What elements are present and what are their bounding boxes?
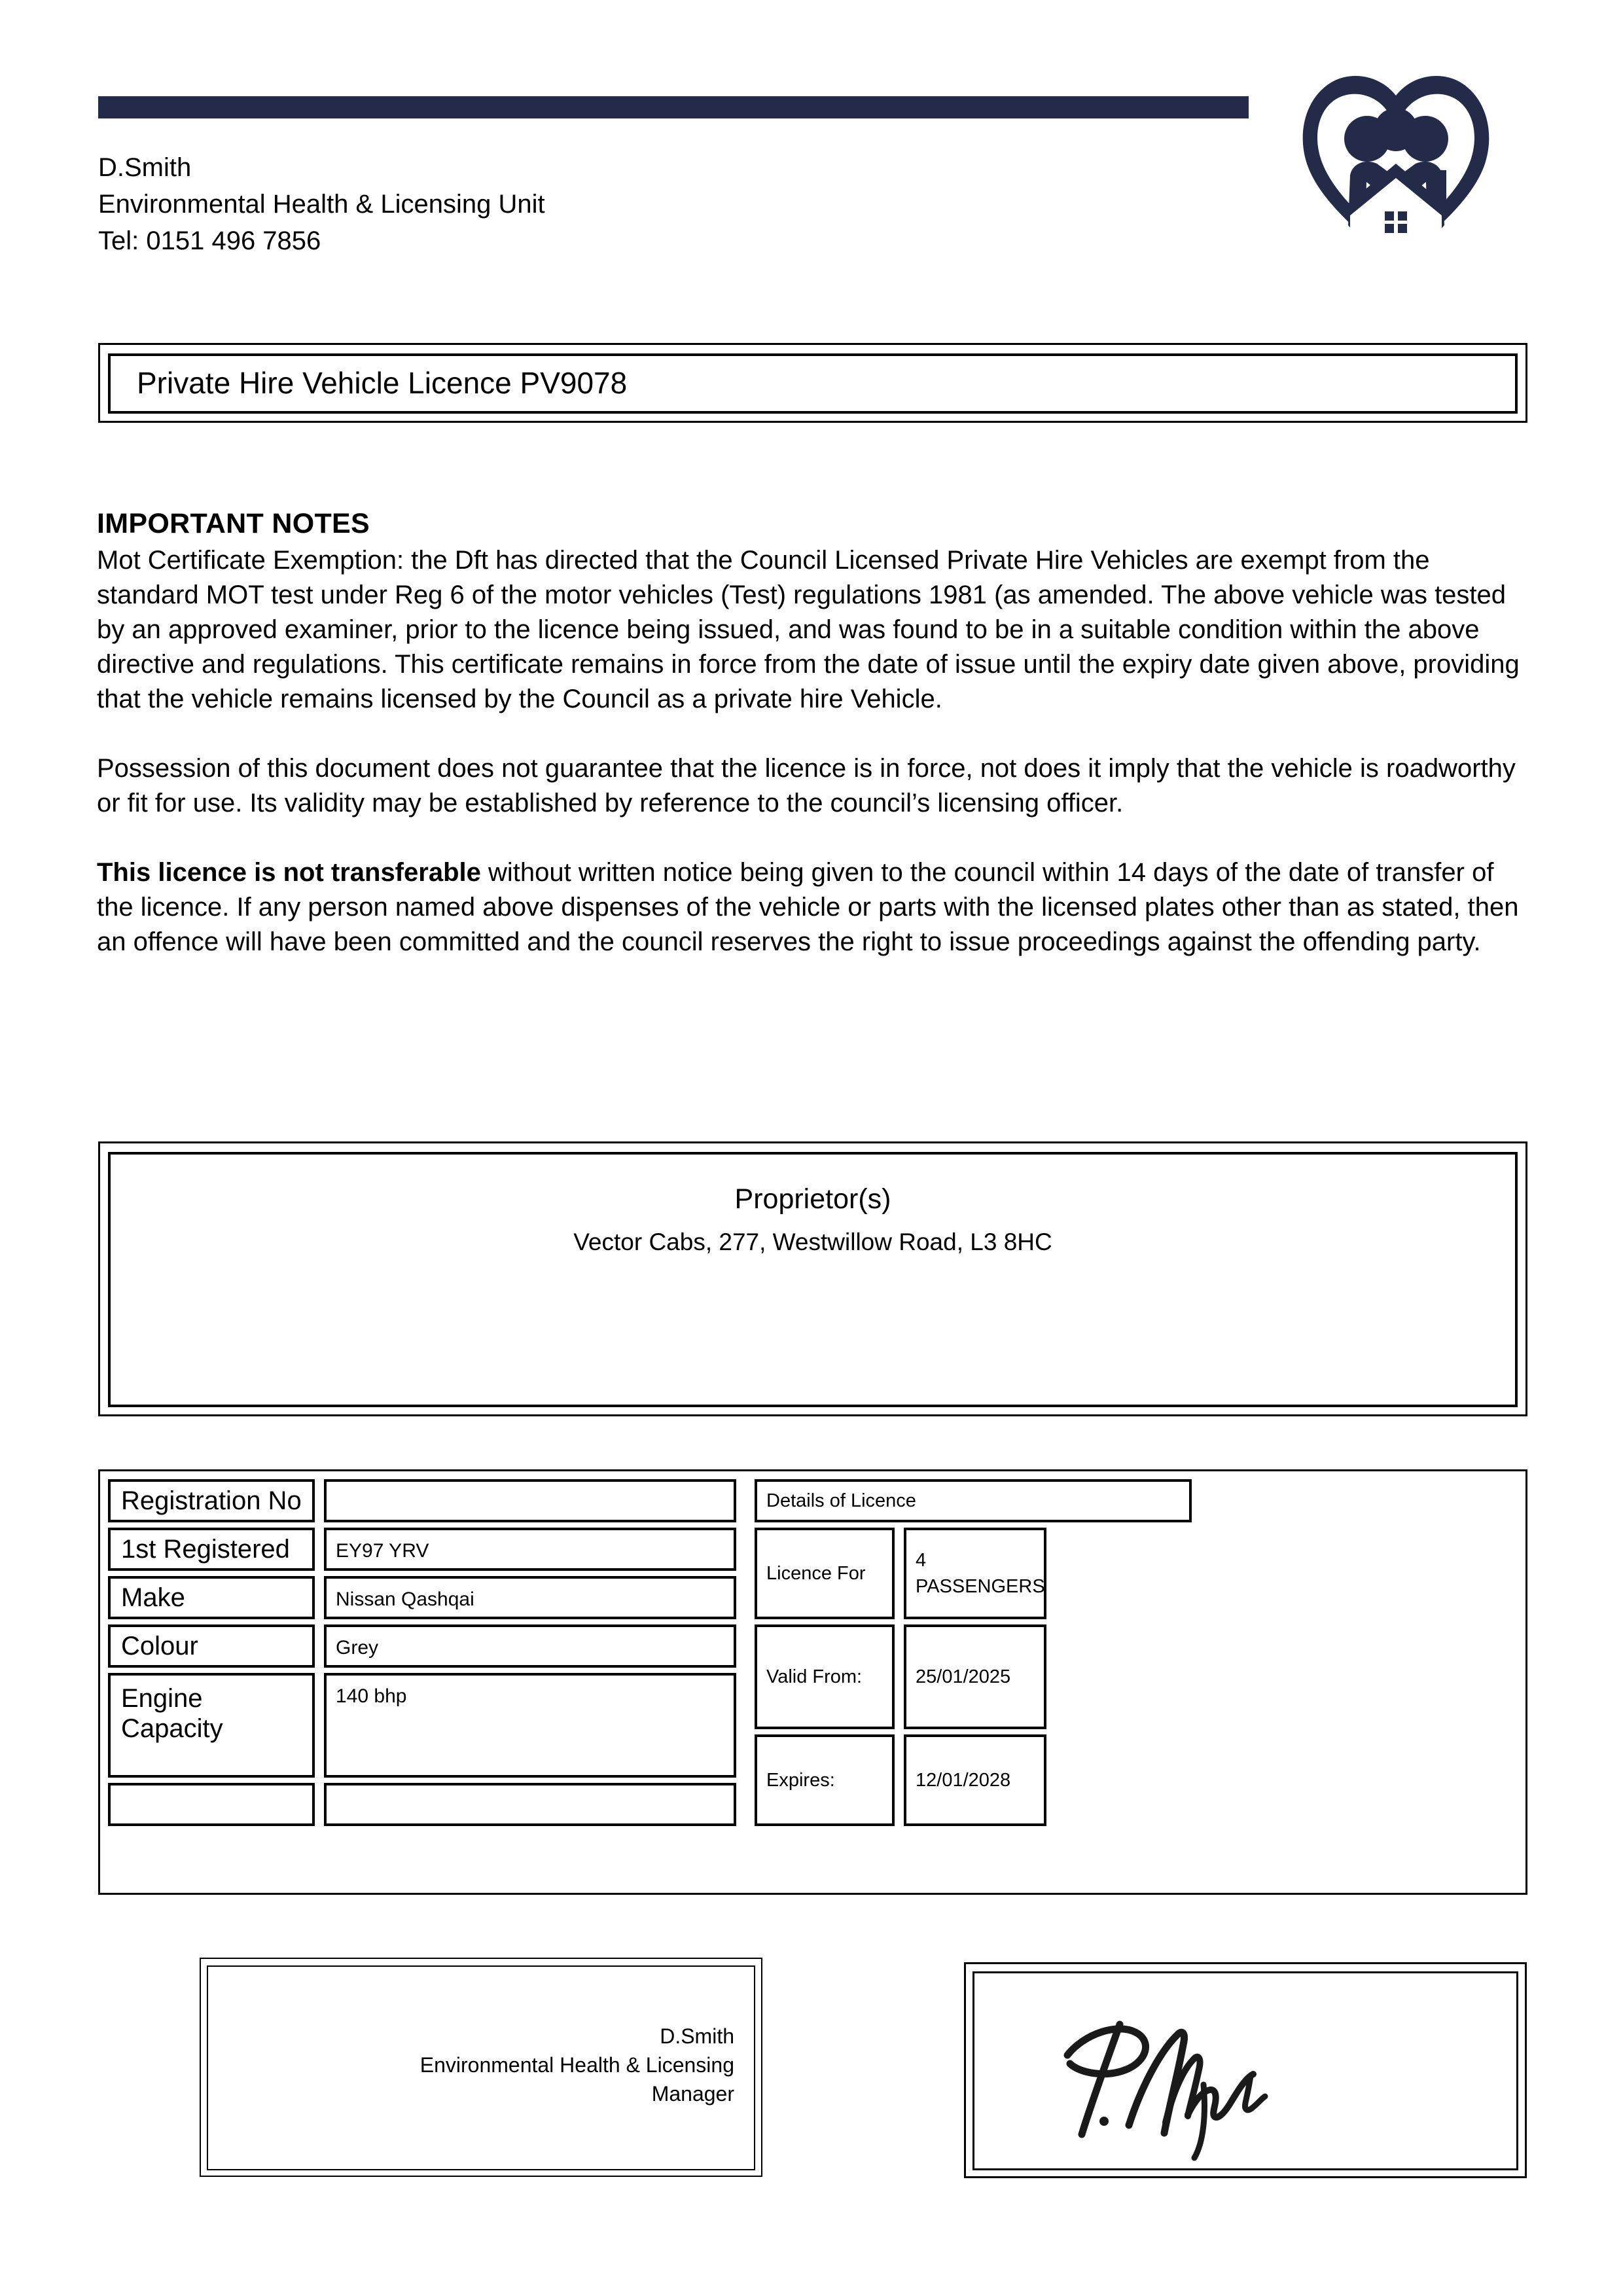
licence-details-header: Details of Licence [766,1490,916,1511]
value-make: Nissan Qashqai [336,1588,474,1610]
notes-paragraph-3 [97,855,1531,960]
notes-paragraph-3-rest: without written notice being given to the council within 14 days of the date of transfer of the licence. If any person named above dispenses of the vehicle or parts with the licensed plates other than as stated, then an offence will have been committed and the council reserves the right to issue proceedings against the offending party. [97,858,1519,956]
telephone: Tel: 0151 496 7856 [98,226,321,255]
notes-spacer-1 [97,717,1531,751]
vehicle-details-table [98,1469,1527,1895]
value-1st-registered: EY97 YRV [336,1540,429,1562]
label-registration-no: Registration No [121,1486,302,1515]
label-colour: Colour [121,1632,198,1660]
proprietor-box [98,1141,1527,1416]
signature-inner-border [972,1971,1518,2170]
signatory-name-inner-border [207,1965,755,2170]
signature-box [964,1962,1527,2178]
licence-label-cell-expires [755,1734,895,1826]
details-grid [108,1479,1518,1885]
licence-value-valid-from: 25/01/2025 [916,1666,1011,1687]
value-engine-capacity: 140 bhp [336,1685,407,1707]
label-cell-1st-registered [108,1528,315,1571]
signatory-name-box [200,1958,762,2177]
signatory-department: Environmental Health & Licensing [419,2053,734,2077]
label-make: Make [121,1583,185,1612]
licence-value-cell-expires [904,1734,1046,1826]
value-cell-registration-no [324,1479,736,1522]
licence-details-header-cell [755,1479,1192,1522]
header-rule-bar [98,96,1249,118]
notes-paragraph-1: Mot Certificate Exemption: the Dft has directed that the Council Licensed Private Hire Vehicles are exempt from the standard MOT test under Reg 6 of the motor vehicles (Test) regulations 1981 (as amended. The above vehicle was tested by an approved examiner, prior to the licence being issued, and was found to be in a suitable condition within the above directive and regulations. This certificate remains in force from the date of issue until the expiry date given above, providing that the vehicle remains licensed by the Council as a private hire Vehicle. [97,546,1520,713]
notes-spacer-2 [97,821,1531,855]
licence-label-valid-from: Valid From: [766,1666,863,1687]
label-1st-registered: 1st Registered [121,1535,290,1564]
value-cell-1st-registered [324,1528,736,1571]
licence-label-cell-licence-for [755,1528,895,1619]
licence-value-cell-licence-for [904,1528,1046,1619]
header-address-block [98,149,1080,259]
proprietor-heading: Proprietor(s) [734,1183,891,1215]
proprietor-details: Vector Cabs, 277, Westwillow Road, L3 8HC [573,1229,1052,1255]
value-cell-make [324,1576,736,1619]
value-cell-engine-capacity [324,1673,736,1778]
licence-value-licence-for: 4 PASSENGERS [916,1550,1045,1597]
notes-heading: IMPORTANT NOTES [97,508,370,539]
label-engine-capacity: Engine Capacity [121,1684,223,1743]
licence-label-cell-valid-from [755,1624,895,1729]
proprietor-inner-border [108,1152,1518,1407]
notes-paragraph-3-bold: This licence is not transferable [97,858,481,887]
licence-value-expires: 12/01/2028 [916,1770,1011,1791]
label-cell-make [108,1576,315,1619]
licence-label-expires: Expires: [766,1770,835,1791]
licence-title-inner-border [108,353,1518,414]
licence-title-box [98,343,1527,423]
officer-name: D.Smith [98,153,192,182]
licence-label-licence-for: Licence For [766,1563,866,1584]
label-cell-blank [108,1783,315,1826]
page-title: Private Hire Vehicle Licence PV9078 [137,365,628,400]
signatory-name-block [420,2022,734,2108]
label-cell-engine-capacity [108,1673,315,1778]
important-notes-section [97,505,1531,960]
label-cell-colour [108,1624,315,1668]
value-colour: Grey [336,1637,379,1659]
department-name: Environmental Health & Licensing Unit [98,190,545,219]
handwritten-signature-icon [1007,1986,1478,2170]
value-cell-blank [324,1783,736,1826]
notes-paragraph-2: Possession of this document does not guarantee that the licence is in force, not does it imply that the vehicle is roadworthy or fit for use. Its validity may be established by reference to the council’s licensing officer. [97,754,1516,817]
signatory-name: D.Smith [660,2024,734,2048]
value-cell-colour [324,1624,736,1668]
licence-value-cell-valid-from [904,1624,1046,1729]
council-logo-icon [1288,71,1504,267]
signatory-role: Manager [651,2082,734,2106]
label-cell-registration-no [108,1479,315,1522]
